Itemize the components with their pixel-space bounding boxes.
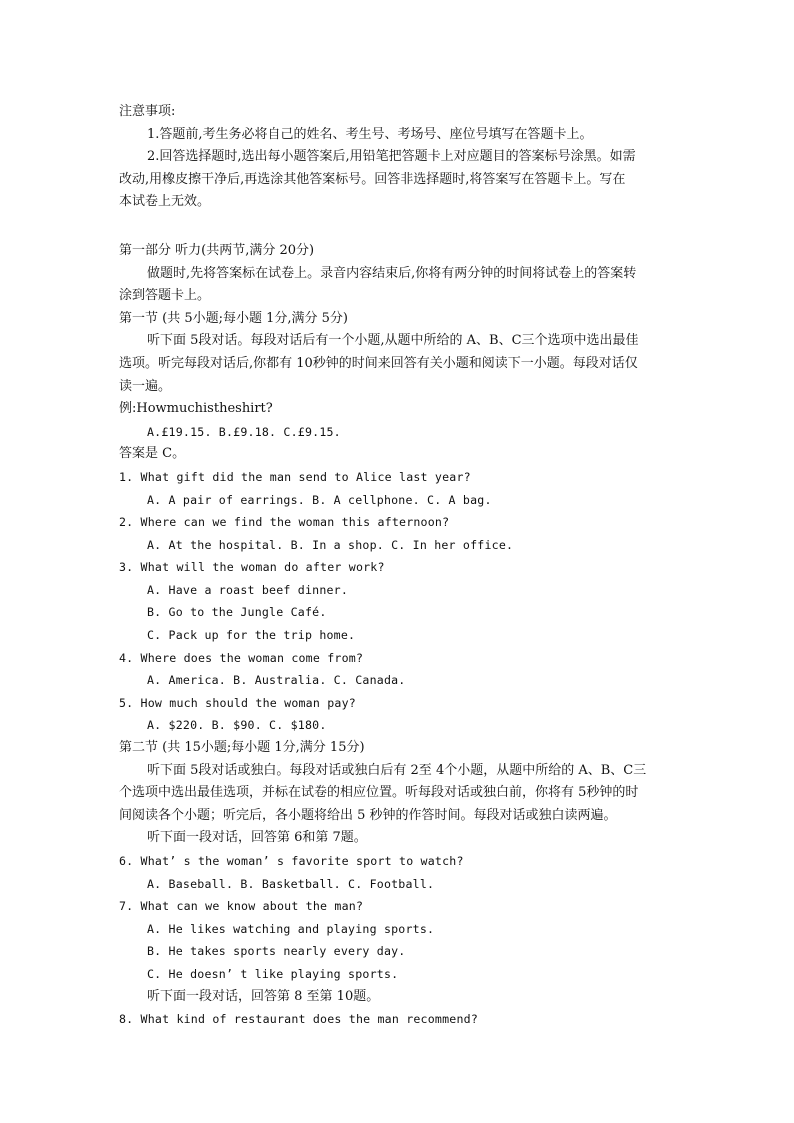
notice-item-2-line-3: 本试卷上无效。	[119, 194, 211, 210]
exam-page	[119, 101, 679, 1031]
question-7: 7. What can we know about the man?	[119, 899, 364, 914]
part1-intro-line-1: 做题时,先将答案标在试卷上。录音内容结束后,你将有两分钟的时间将试卷上的答案转	[147, 265, 637, 281]
spacer	[119, 214, 679, 227]
question-8: 8. What kind of restaurant does the man recommend?	[119, 1012, 479, 1027]
part1-intro-line-2: 涂到答题卡上。	[119, 288, 211, 304]
question-3-option-c: C. Pack up for the trip home.	[147, 628, 356, 643]
section2-title: 第二节 (共 15小题;每小题 1分,满分 15分)	[119, 740, 365, 756]
section1-title: 第一节 (共 5小题;每小题 1分,满分 5分)	[119, 310, 348, 326]
section1-intro-line-1: 听下面 5段对话。每段对话后有一个小题,从题中所给的 A、B、C三个选项中选出最佳	[147, 333, 639, 349]
question-4-options: A. America. B. Australia. C. Canada.	[147, 673, 406, 688]
notice-item-2-line-1: 2.回答选择题时,选出每小题答案后,用铅笔把答题卡上对应题目的答案标号涂黑。如需	[147, 149, 636, 165]
section2-intro-line-1: 听下面 5段对话或独白。每段对话或独白后有 2至 4个小题，从题中所给的 A、B、C三	[147, 762, 647, 778]
dialog-1-instruction: 听下面一段对话，回答第 6和第 7题。	[147, 830, 367, 846]
notice-heading: 注意事项:	[119, 104, 176, 119]
section1-intro-line-3: 读一遍。	[119, 378, 172, 394]
question-7-option-a: A. He likes watching and playing sports.	[147, 921, 435, 936]
dialog-2-instruction: 听下面一段对话，回答第 8 至第 10题。	[147, 988, 380, 1004]
question-3-option-a: A. Have a roast beef dinner.	[147, 582, 349, 597]
question-4: 4. Where does the woman come from?	[119, 650, 364, 665]
question-6-options: A. Baseball. B. Basketball. C. Football.	[147, 876, 435, 891]
question-3: 3. What will the woman do after work?	[119, 560, 385, 575]
example-question: 例:Howmuchistheshirt?	[119, 401, 273, 417]
section1-intro-line-2: 选项。听完每段对话后,你都有 10秒钟的时间来回答有关小题和阅读下一小题。每段对话仅	[119, 355, 638, 371]
question-3-option-b: B. Go to the Jungle Café.	[147, 605, 327, 620]
section2-intro-line-2: 个选项中选出最佳选项，并标在试卷的相应位置。听每段对话或独白前，你将有 5秒钟的时	[119, 785, 639, 801]
question-2: 2. Where can we find the woman this afternoon?	[119, 515, 450, 530]
question-1-options: A. A pair of earrings. B. A cellphone. C. A bag.	[147, 492, 492, 507]
notice-item-1: 1.答题前,考生务必将自己的姓名、考生号、考场号、座位号填写在答题卡上。	[147, 126, 593, 142]
question-7-option-b: B. He takes sports nearly every day.	[147, 944, 406, 959]
question-5-options: A. $220. B. $90. C. $180.	[147, 718, 327, 733]
part1-title: 第一部分 听力(共两节,满分 20分)	[119, 242, 315, 258]
question-1: 1. What gift did the man send to Alice last year?	[119, 469, 471, 484]
example-options: A.£19.15. B.£9.18. C.£9.15.	[147, 424, 341, 439]
question-6: 6. What’ s the woman’ s favorite sport to watch?	[119, 854, 464, 868]
section2-intro-line-3: 间阅读各个小题；听完后，各小题将给出 5 秒钟的作答时间。每段对话或独白读两遍。	[119, 807, 617, 823]
question-7-option-c: C. He doesn’ t like playing sports.	[147, 966, 399, 981]
spacer	[119, 227, 679, 240]
notice-item-2-line-2: 改动,用橡皮擦干净后,再选涂其他答案标号。回答非选择题时,将答案写在答题卡上。写在	[119, 171, 626, 187]
example-answer: 答案是 C。	[119, 446, 186, 462]
question-2-options: A. At the hospital. B. In a shop. C. In her office.	[147, 537, 514, 552]
question-5: 5. How much should the woman pay?	[119, 695, 356, 710]
